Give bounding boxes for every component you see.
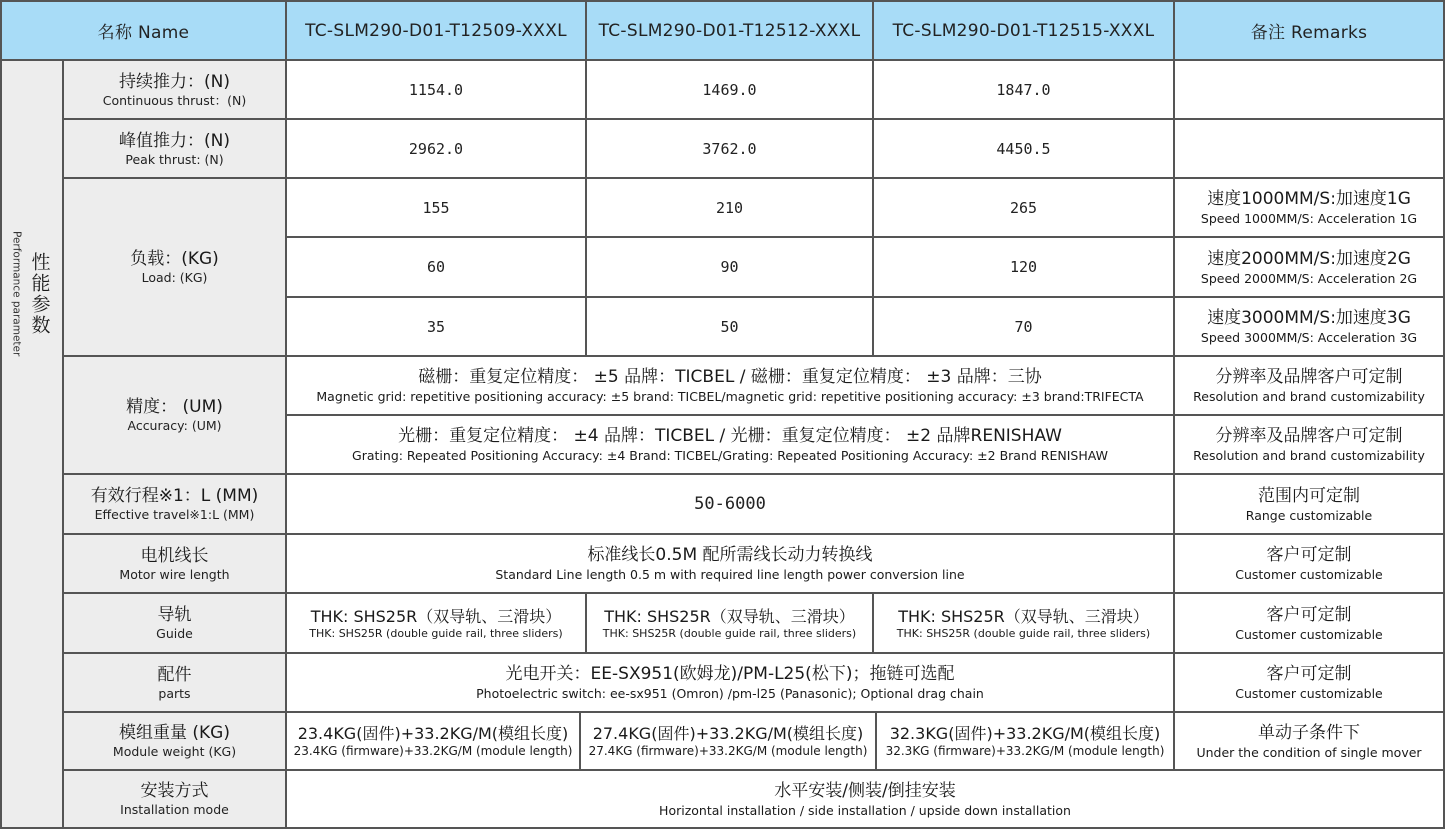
- cell-text: 2962.0: [408, 139, 464, 158]
- header-remarks-cell: [1175, 0, 1445, 61]
- motor-wire-label-zh: 电机线长: [140, 545, 209, 566]
- cell-text-en: Photoelectric switch: ee-sx951 (Omron) /pm-l25 (Panasonic); Optional drag chain: [476, 686, 984, 701]
- cell-text-zh: THK: SHS25R（双导轨、三滑块）: [310, 606, 562, 626]
- remark-en: Speed 2000MM/S: Acceleration 2G: [1200, 270, 1418, 286]
- load-row-1-value-1: [287, 179, 587, 238]
- peak-thrust-value-1: [287, 120, 587, 179]
- load-row-3-value-1: [287, 298, 587, 357]
- load-row-2-value-3: [874, 238, 1175, 298]
- accuracy-row-2-remark: [1175, 416, 1445, 475]
- cell-text: 70: [1014, 317, 1033, 336]
- header-model-1-cell: [287, 0, 587, 61]
- load-row-1-value-3: [874, 179, 1175, 238]
- module-weight-label-zh: 模组重量 (KG): [119, 723, 230, 743]
- remark-en: Customer customizable: [1235, 567, 1383, 582]
- cell-text-en: 32.3KG (firmware)+33.2KG/M (module length): [885, 744, 1165, 758]
- remark-zh: 客户可定制: [1266, 664, 1352, 684]
- accuracy-label-en: Accuracy: (UM): [127, 418, 222, 433]
- cell-text-en: Grating: Repeated Positioning Accuracy: ±4 Brand: TICBEL/Grating: Repeated Positioning Accuracy: ±2 Brand RENISHAW: [352, 448, 1108, 463]
- peak-thrust-label-cell: [64, 120, 287, 179]
- load-row-2-value-2: [587, 238, 874, 298]
- parts-label-cell: [64, 654, 287, 713]
- side-label-zh: 性能参数: [28, 252, 51, 336]
- load-row-1-remark: [1175, 179, 1445, 238]
- module-weight-value-2: [581, 713, 877, 771]
- effective-travel-label-cell: [64, 475, 287, 535]
- cell-text: 50: [720, 317, 739, 336]
- side-label-en: Performance parameter: [10, 231, 23, 357]
- cell-text: 90: [720, 258, 739, 276]
- remark-zh: 分辨率及品牌客户可定制: [1215, 367, 1403, 387]
- peak-thrust-remark: [1175, 120, 1445, 179]
- cell-text-en: Horizontal installation / side installation / upside down installation: [659, 802, 1071, 818]
- installation-label-en: Installation mode: [120, 802, 229, 817]
- effective-travel-remark: [1175, 475, 1445, 535]
- cell-text: 4450.5: [996, 139, 1051, 158]
- remark-en: Speed 3000MM/S: Acceleration 3G: [1200, 330, 1418, 345]
- cell-text-zh: 光电开关：EE-SX951(欧姆龙)/PM-L25(松下)；拖链可选配: [505, 664, 955, 684]
- load-row-1-value-2: [587, 179, 874, 238]
- cell-text-zh: 32.3KG(固件)+33.2KG/M(模组长度): [889, 724, 1161, 743]
- cell-text-en: Magnetic grid: repetitive positioning accuracy: ±5 brand: TICBEL/magnetic grid: repetitive positioning accuracy: ±3 brand:TRIFECTA: [316, 389, 1144, 404]
- cell-text-zh: 光栅：重复定位精度： ±4 品牌：TICBEL / 光栅：重复定位精度： ±2 品牌RENISHAW: [398, 426, 1062, 446]
- cell-text-en: THK: SHS25R (double guide rail, three sliders): [602, 626, 857, 640]
- cell-text: 35: [426, 317, 446, 336]
- load-label-cell: [64, 179, 287, 357]
- effective-travel-label-zh: 有效行程※1：L (MM): [90, 486, 259, 506]
- header-model-2-cell: [587, 0, 874, 61]
- load-label-en: Load: (KG): [141, 270, 208, 285]
- cell-text: 1847.0: [996, 80, 1051, 99]
- load-row-2-value-1: [287, 238, 587, 298]
- cell-text-zh: THK: SHS25R（双导轨、三滑块）: [898, 606, 1149, 626]
- continuous-thrust-value-1: [287, 61, 587, 120]
- cell-text: 60: [426, 258, 446, 276]
- header-name-label: 名称 Name: [97, 23, 190, 43]
- continuous-thrust-value-2: [587, 61, 874, 120]
- cell-text-zh: 水平安装/侧装/倒挂安装: [774, 780, 956, 801]
- cell-text: 210: [715, 198, 744, 217]
- motor-wire-label-en: Motor wire length: [119, 566, 230, 582]
- cell-text-en: 23.4KG (firmware)+33.2KG/M (module length): [293, 744, 573, 758]
- guide-value-2: [587, 594, 874, 654]
- motor-wire-label-cell: [64, 535, 287, 594]
- load-row-3-remark: [1175, 298, 1445, 357]
- effective-travel-value: [287, 475, 1175, 535]
- guide-label-zh: 导轨: [157, 605, 192, 625]
- remark-en: Resolution and brand customizability: [1193, 389, 1425, 404]
- header-model-3-cell: [874, 0, 1175, 61]
- guide-label-cell: [64, 594, 287, 654]
- cell-text-en: Standard Line length 0.5 m with required line length power conversion line: [495, 567, 965, 582]
- guide-remark: [1175, 594, 1445, 654]
- cell-text: 3762.0: [702, 139, 757, 158]
- accuracy-label-zh: 精度： (UM): [126, 397, 223, 417]
- cell-text-zh: 磁栅：重复定位精度： ±5 品牌：TICBEL / 磁栅：重复定位精度： ±3 品牌：三协: [418, 367, 1042, 387]
- remark-en: Resolution and brand customizability: [1193, 448, 1425, 463]
- peak-thrust-label-zh: 峰值推力：(N): [119, 130, 230, 151]
- performance-side-cell: [0, 61, 64, 829]
- continuous-thrust-label-en: Continuous thrust：(N): [102, 92, 247, 108]
- module-weight-value-1: [287, 713, 581, 771]
- header-remarks-label: 备注 Remarks: [1250, 23, 1368, 43]
- effective-travel-label-en: Effective travel※1:L (MM): [94, 507, 255, 522]
- header-model-2: TC-SLM290-D01-T12512-XXXL: [598, 20, 861, 41]
- continuous-thrust-label-cell: [64, 61, 287, 120]
- accuracy-row-1-value: [287, 357, 1175, 416]
- accuracy-row-1-remark: [1175, 357, 1445, 416]
- module-weight-label-cell: [64, 713, 287, 771]
- motor-wire-value: [287, 535, 1175, 594]
- parts-label-en: parts: [158, 685, 191, 701]
- cell-text: 120: [1009, 258, 1038, 276]
- module-weight-value-3: [877, 713, 1175, 771]
- remark-en: Customer customizable: [1235, 686, 1383, 701]
- remark-en: Speed 1000MM/S: Acceleration 1G: [1200, 211, 1418, 226]
- remark-zh: 单动子条件下: [1258, 722, 1360, 743]
- continuous-thrust-label-zh: 持续推力：(N): [119, 71, 230, 92]
- continuous-thrust-remark: [1175, 61, 1445, 120]
- motor-wire-remark: [1175, 535, 1445, 594]
- remark-zh: 客户可定制: [1266, 604, 1352, 625]
- parts-label-zh: 配件: [157, 664, 192, 685]
- cell-text-en: THK: SHS25R (double guide rail, three sliders): [309, 626, 563, 640]
- header-name-cell: [0, 0, 287, 61]
- installation-label-cell: [64, 771, 287, 829]
- module-weight-remark: [1175, 713, 1445, 771]
- cell-text: 1154.0: [408, 80, 464, 99]
- remark-en: Range customizable: [1245, 507, 1373, 523]
- remark-zh: 分辨率及品牌客户可定制: [1215, 426, 1403, 446]
- cell-text-en: THK: SHS25R (double guide rail, three sliders): [896, 626, 1151, 640]
- module-weight-label-en: Module weight (KG): [112, 744, 237, 759]
- header-model-3: TC-SLM290-D01-T12515-XXXL: [892, 20, 1155, 41]
- load-row-2-remark: [1175, 238, 1445, 298]
- guide-value-1: [287, 594, 587, 654]
- remark-zh: 速度3000MM/S:加速度3G: [1207, 308, 1411, 328]
- cell-text-zh: 标准线长0.5M 配所需线长动力转换线: [587, 545, 873, 565]
- accuracy-label-cell: [64, 357, 287, 475]
- parts-value: [287, 654, 1175, 713]
- cell-text-zh: THK: SHS25R（双导轨、三滑块）: [604, 606, 855, 626]
- header-model-1: TC-SLM290-D01-T12509-XXXL: [305, 20, 567, 41]
- accuracy-row-2-value: [287, 416, 1175, 475]
- remark-en: Under the condition of single mover: [1196, 744, 1422, 760]
- cell-text: 50-6000: [694, 494, 766, 514]
- cell-text-en: 27.4KG (firmware)+33.2KG/M (module length): [588, 744, 868, 758]
- peak-thrust-value-3: [874, 120, 1175, 179]
- remark-zh: 客户可定制: [1266, 545, 1352, 565]
- parts-remark: [1175, 654, 1445, 713]
- cell-text: 1469.0: [702, 80, 757, 99]
- load-row-3-value-3: [874, 298, 1175, 357]
- cell-text: 265: [1009, 198, 1038, 217]
- cell-text: 155: [422, 198, 450, 217]
- installation-label-zh: 安装方式: [140, 781, 209, 801]
- load-row-3-value-2: [587, 298, 874, 357]
- remark-en: Customer customizable: [1235, 626, 1383, 642]
- load-label-zh: 负载：(KG): [130, 249, 219, 269]
- guide-value-3: [874, 594, 1175, 654]
- guide-label-en: Guide: [156, 626, 193, 641]
- remark-zh: 速度1000MM/S:加速度1G: [1207, 189, 1411, 209]
- remark-zh: 速度2000MM/S:加速度2G: [1207, 248, 1411, 269]
- continuous-thrust-value-3: [874, 61, 1175, 120]
- remark-zh: 范围内可定制: [1258, 485, 1360, 506]
- cell-text-zh: 27.4KG(固件)+33.2KG/M(模组长度): [592, 724, 864, 743]
- installation-value: [287, 771, 1445, 829]
- peak-thrust-value-2: [587, 120, 874, 179]
- peak-thrust-label-en: Peak thrust: (N): [125, 151, 224, 167]
- cell-text-zh: 23.4KG(固件)+33.2KG/M(模组长度): [297, 724, 569, 743]
